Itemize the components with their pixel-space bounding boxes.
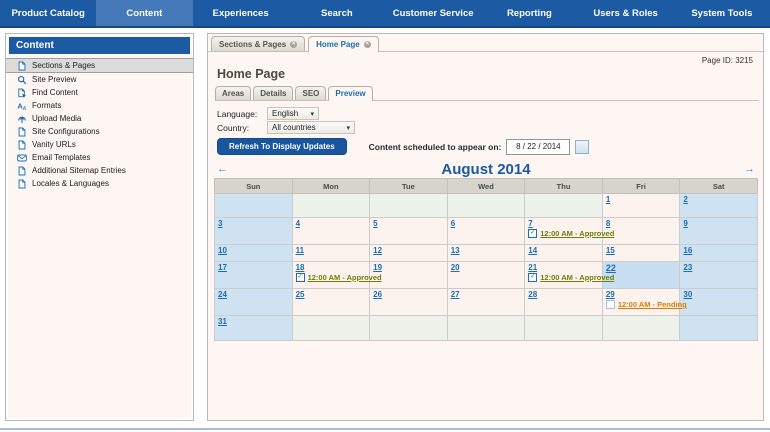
sidebar-item-label: Additional Sitemap Entries xyxy=(32,166,126,175)
calendar-day-link[interactable]: 18 xyxy=(295,263,305,272)
envelope-icon xyxy=(16,152,27,163)
nav-item-users-roles[interactable]: Users & Roles xyxy=(593,7,658,19)
calendar-event xyxy=(606,300,687,309)
nav-item-search[interactable]: Search xyxy=(321,7,353,19)
previous-month-arrow-icon[interactable]: ← xyxy=(217,163,228,175)
chevron-down-icon: ▾ xyxy=(346,124,350,132)
calendar-day-link[interactable]: 15 xyxy=(605,246,615,255)
calendar-day-cell xyxy=(447,245,525,262)
sidebar-item-locales-languages[interactable] xyxy=(6,177,193,190)
calendar-event-link[interactable]: 12:00 AM - Approved xyxy=(540,273,615,282)
calendar-day-link[interactable]: 19 xyxy=(373,263,383,272)
calendar-day-cell xyxy=(525,316,603,341)
sidebar-item-label: Upload Media xyxy=(32,114,82,123)
document-icon xyxy=(16,60,27,71)
calendar-day-link[interactable]: 13 xyxy=(450,246,460,255)
schedule-label: Content scheduled to appear on: xyxy=(368,141,502,152)
calendar-month-title: August 2014 xyxy=(441,160,531,178)
calendar-day-link[interactable]: 28 xyxy=(528,290,538,299)
svg-text:A: A xyxy=(16,101,23,110)
calendar-day-header-sat: Sat xyxy=(680,179,758,194)
calendar-day-cell xyxy=(370,245,448,262)
calendar-day-link[interactable]: 9 xyxy=(683,219,688,228)
refresh-button[interactable]: Refresh To Display Updates xyxy=(217,138,347,155)
calendar-day-link[interactable]: 3 xyxy=(218,219,223,228)
calendar-event-link[interactable]: 12:00 AM - Pending xyxy=(617,300,687,309)
calendar-day-link[interactable]: 5 xyxy=(373,219,378,228)
doc-tab-home-page[interactable] xyxy=(308,36,379,52)
calendar-picker-icon[interactable] xyxy=(575,140,589,154)
calendar-day-cell xyxy=(215,194,293,218)
calendar-week-row xyxy=(215,262,758,289)
sidebar-item-vanity-urls[interactable] xyxy=(6,138,193,151)
calendar-day-cell xyxy=(370,289,448,316)
calendar-table xyxy=(214,178,758,341)
doc-tab-label: Sections & Pages xyxy=(219,39,287,49)
language-select[interactable] xyxy=(267,107,319,120)
next-month-arrow-icon[interactable]: → xyxy=(743,163,755,175)
fonts-icon xyxy=(16,100,27,111)
calendar-week-row xyxy=(215,218,758,245)
checkbox-checked-icon[interactable]: ✓ xyxy=(530,273,536,280)
sidebar-item-label: Find Content xyxy=(32,88,78,97)
calendar-day-link[interactable]: 1 xyxy=(605,195,611,204)
calendar xyxy=(214,160,758,341)
sidebar-item-label: Site Preview xyxy=(32,75,77,84)
calendar-day-link[interactable]: 22 xyxy=(605,263,616,273)
calendar-day-link[interactable]: 16 xyxy=(683,246,693,255)
calendar-day-cell xyxy=(292,245,370,262)
calendar-day-header-tue: Tue xyxy=(370,179,448,194)
sidebar-item-label: Vanity URLs xyxy=(32,140,76,149)
calendar-week-row xyxy=(215,316,758,341)
nav-item-content[interactable]: Content xyxy=(96,0,192,26)
calendar-day-cell xyxy=(680,194,758,218)
tab-areas[interactable]: Areas xyxy=(215,86,251,100)
svg-text:A: A xyxy=(22,105,27,111)
calendar-day-cell xyxy=(602,316,680,341)
calendar-day-cell xyxy=(680,245,758,262)
calendar-day-link[interactable]: 12 xyxy=(373,246,383,255)
calendar-day-cell xyxy=(525,245,603,262)
nav-item-reporting[interactable]: Reporting xyxy=(506,7,552,19)
sidebar-item-sections-pages[interactable] xyxy=(6,58,193,73)
checkbox-checked-icon[interactable]: ✓ xyxy=(530,229,536,236)
sidebar-item-upload-media[interactable] xyxy=(6,112,193,125)
calendar-day-cell xyxy=(447,262,525,289)
sidebar-item-email-templates[interactable] xyxy=(6,151,193,164)
calendar-day-header-mon: Mon xyxy=(292,179,370,194)
calendar-day-cell xyxy=(602,289,687,316)
document-icon xyxy=(16,178,27,189)
calendar-day-cell xyxy=(680,218,758,245)
calendar-day-link[interactable]: 24 xyxy=(218,290,227,299)
calendar-day-link[interactable]: 31 xyxy=(218,317,227,326)
language-value: English xyxy=(272,109,299,118)
calendar-day-cell xyxy=(292,316,370,341)
calendar-day-header-thu: Thu xyxy=(525,179,603,194)
calendar-day-link[interactable]: 29 xyxy=(605,290,615,299)
calendar-day-cell xyxy=(215,262,293,289)
tab-seo[interactable]: SEO xyxy=(295,86,326,100)
schedule-date-input[interactable] xyxy=(506,139,570,155)
calendar-day-link[interactable]: 21 xyxy=(528,263,538,272)
close-icon[interactable]: × xyxy=(291,40,296,47)
calendar-day-cell xyxy=(680,316,758,341)
upload-icon xyxy=(16,113,27,124)
document-search-icon xyxy=(16,87,27,98)
calendar-day-link[interactable]: 17 xyxy=(218,263,227,272)
calendar-event xyxy=(528,229,615,238)
page-id-label: Page ID: 3215 xyxy=(701,56,753,65)
calendar-day-cell xyxy=(370,218,448,245)
calendar-day-link[interactable]: 27 xyxy=(450,290,460,299)
document-icon xyxy=(16,165,27,176)
workspace-panel xyxy=(207,33,764,421)
calendar-day-link[interactable]: 26 xyxy=(373,290,383,299)
calendar-week-row xyxy=(215,194,758,218)
nav-item-product-catalog[interactable]: Product Catalog xyxy=(11,7,85,19)
calendar-day-link[interactable]: 23 xyxy=(683,263,693,272)
sidebar xyxy=(5,33,194,421)
document-icon xyxy=(16,139,27,150)
doc-tab-sections-pages[interactable] xyxy=(211,36,305,51)
calendar-day-link[interactable]: 14 xyxy=(528,246,538,255)
nav-item-system-tools[interactable]: System Tools xyxy=(691,7,753,19)
calendar-header-row xyxy=(215,179,758,194)
sidebar-item-find-content[interactable] xyxy=(6,86,193,99)
nav-item-experiences[interactable]: Experiences xyxy=(212,7,269,19)
calendar-day-cell xyxy=(680,262,758,289)
calendar-day-link[interactable]: 30 xyxy=(683,290,693,299)
calendar-day-header-fri: Fri xyxy=(602,179,680,194)
calendar-day-cell xyxy=(292,289,370,316)
chevron-down-icon: ▾ xyxy=(310,110,314,118)
document-tab-bar xyxy=(208,34,763,52)
sidebar-item-site-configurations[interactable] xyxy=(6,125,193,138)
calendar-day-header-sun: Sun xyxy=(215,179,293,194)
sidebar-menu xyxy=(6,58,193,190)
calendar-week-row xyxy=(215,245,758,262)
calendar-day-cell xyxy=(602,194,680,218)
checkbox-unchecked-icon[interactable] xyxy=(606,300,615,309)
doc-tab-label: Home Page xyxy=(316,39,360,49)
top-nav xyxy=(0,0,770,28)
calendar-day-link[interactable]: 7 xyxy=(528,219,533,228)
sidebar-item-site-preview[interactable] xyxy=(6,73,193,86)
magnifier-icon xyxy=(16,74,27,85)
document-icon xyxy=(16,126,27,137)
calendar-day-cell xyxy=(292,194,370,218)
language-label: Language: xyxy=(217,108,258,119)
calendar-day-cell xyxy=(525,194,603,218)
calendar-day-header-wed: Wed xyxy=(447,179,525,194)
calendar-event-link[interactable]: 12:00 AM - Approved xyxy=(307,273,382,282)
sidebar-item-label: Email Templates xyxy=(32,153,91,162)
country-row xyxy=(217,121,355,134)
country-value: All countries xyxy=(272,123,316,132)
calendar-day-cell xyxy=(215,218,293,245)
calendar-day-cell xyxy=(447,289,525,316)
calendar-day-cell xyxy=(447,316,525,341)
calendar-day-cell xyxy=(525,289,603,316)
calendar-day-cell xyxy=(525,218,615,245)
calendar-day-link[interactable]: 4 xyxy=(295,219,301,228)
calendar-nav xyxy=(214,160,758,178)
sidebar-title: Content xyxy=(9,37,190,54)
tab-details[interactable]: Details xyxy=(253,86,293,100)
sidebar-item-label: Locales & Languages xyxy=(32,179,109,188)
calendar-event-link[interactable]: 12:00 AM - Approved xyxy=(540,229,615,238)
calendar-event xyxy=(296,273,382,282)
calendar-day-link[interactable]: 11 xyxy=(295,246,305,255)
page-title: Home Page xyxy=(217,67,286,81)
sidebar-item-label: Site Configurations xyxy=(32,127,100,136)
footer-divider xyxy=(0,428,770,430)
subtab-bar xyxy=(215,86,759,101)
checkbox-checked-icon[interactable]: ✓ xyxy=(297,273,303,280)
calendar-day-link[interactable]: 2 xyxy=(683,195,688,204)
calendar-day-link[interactable]: 25 xyxy=(295,290,305,299)
sidebar-item-label: Formats xyxy=(32,101,62,110)
calendar-day-cell xyxy=(215,289,293,316)
calendar-day-cell xyxy=(215,245,293,262)
country-label: Country: xyxy=(217,122,250,133)
country-select[interactable] xyxy=(267,121,355,134)
calendar-day-cell xyxy=(680,289,758,316)
action-row xyxy=(217,138,755,155)
calendar-day-cell xyxy=(215,316,293,341)
sidebar-item-formats[interactable] xyxy=(6,99,193,112)
tab-preview[interactable]: Preview xyxy=(328,86,372,101)
calendar-day-cell xyxy=(370,316,448,341)
calendar-event xyxy=(528,273,615,282)
calendar-day-cell xyxy=(602,245,680,262)
calendar-day-cell xyxy=(292,218,370,245)
nav-item-customer-service[interactable]: Customer Service xyxy=(392,7,474,19)
calendar-day-link[interactable]: 6 xyxy=(450,219,456,228)
calendar-week-row xyxy=(215,289,758,316)
language-row xyxy=(217,107,319,120)
sidebar-item-label: Sections & Pages xyxy=(32,61,96,70)
close-icon[interactable]: × xyxy=(365,40,369,47)
calendar-day-cell xyxy=(447,194,525,218)
calendar-day-link[interactable]: 8 xyxy=(605,219,611,228)
calendar-day-cell xyxy=(370,194,448,218)
sidebar-item-additional-sitemap-entries[interactable] xyxy=(6,164,193,177)
calendar-day-link[interactable]: 10 xyxy=(218,246,227,255)
calendar-day-link[interactable]: 20 xyxy=(450,263,460,272)
calendar-day-cell xyxy=(447,218,525,245)
